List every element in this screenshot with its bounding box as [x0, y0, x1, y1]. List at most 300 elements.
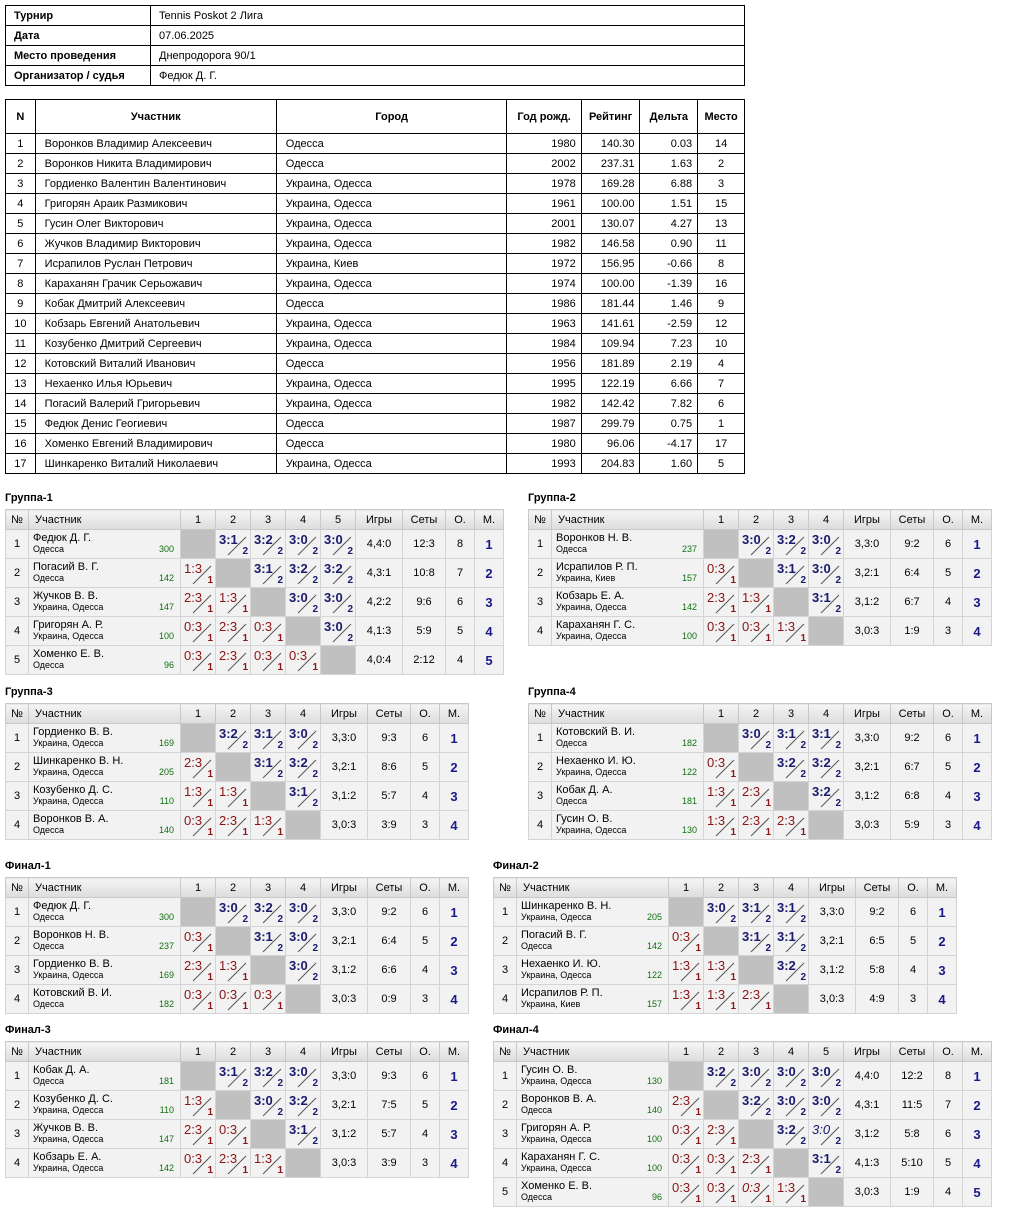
col-header-participant: Участник [35, 100, 276, 134]
row-place [928, 956, 957, 985]
match-score [774, 898, 808, 926]
row-number: 4 [494, 1149, 517, 1178]
row-points: 3 [934, 617, 963, 646]
participant-row [6, 374, 745, 394]
place-value: 4 [973, 623, 981, 639]
player-cell [29, 588, 181, 617]
row-sets: 5:9 [403, 617, 446, 646]
player-name: Нехаенко И. Ю. [556, 755, 636, 767]
group-title: Группа-3 [5, 686, 53, 698]
col-header-opponent: 1 [704, 510, 739, 530]
info-value: Tennis Poskot 2 Лига [151, 6, 745, 26]
match-cell [669, 1178, 704, 1207]
participant-cell: 1.51 [640, 194, 698, 214]
place-value: 2 [973, 565, 981, 581]
match-score [216, 898, 250, 926]
place-value: 4 [450, 991, 458, 1007]
col-header-number: № [494, 1042, 517, 1062]
match-cell [669, 1091, 704, 1120]
player-rating: 100 [681, 631, 697, 641]
score-text: 2:3 [672, 1093, 691, 1108]
score-text: 0:3 [707, 755, 726, 770]
self-cell [286, 811, 321, 840]
participant-cell: 17 [6, 454, 36, 474]
row-number: 4 [529, 811, 552, 840]
row-games: 3,0:3 [321, 1149, 368, 1178]
group-row [6, 898, 469, 927]
row-place [963, 1149, 992, 1178]
participant-cell: 1963 [507, 314, 581, 334]
match-points: 1 [242, 798, 248, 809]
col-header-opponent: 4 [809, 510, 844, 530]
row-points: 4 [446, 646, 475, 675]
row-points: 5 [934, 753, 963, 782]
col-header-sets: Сеты [403, 510, 446, 530]
participant-cell: 1982 [507, 394, 581, 414]
score-text: 3:0 [289, 900, 308, 915]
participant-cell: 11 [698, 234, 745, 254]
match-score [286, 1062, 320, 1090]
col-header-opponent: 1 [181, 704, 216, 724]
match-points: 1 [277, 827, 283, 838]
match-score [669, 1178, 703, 1206]
match-cell [704, 588, 739, 617]
participant-cell: 4.27 [640, 214, 698, 234]
col-header-place: М. [963, 704, 992, 724]
group-table [493, 1041, 992, 1207]
match-score [809, 1062, 843, 1090]
row-games: 3,2:1 [321, 927, 368, 956]
player-city-text: Одесса [33, 999, 65, 1009]
self-cell [739, 559, 774, 588]
score-text: 2:3 [742, 987, 761, 1002]
match-cell [774, 811, 809, 840]
participant-cell: 1982 [507, 234, 581, 254]
row-sets: 3:9 [368, 811, 411, 840]
player-city-text: Украина, Одесса [33, 1105, 104, 1115]
group-table [5, 1041, 469, 1178]
row-sets: 7:5 [368, 1091, 411, 1120]
player-city-text: Украина, Одесса [556, 767, 627, 777]
row-sets: 6:8 [891, 782, 934, 811]
match-score [251, 646, 285, 674]
match-cell [251, 898, 286, 927]
match-score [251, 985, 285, 1013]
match-cell [809, 1149, 844, 1178]
row-place [440, 985, 469, 1014]
group-header-row [6, 510, 504, 530]
match-score [181, 811, 215, 839]
score-text: 3:2 [777, 532, 796, 547]
match-score [739, 898, 773, 926]
row-points: 6 [934, 1120, 963, 1149]
score-text: 1:3 [777, 619, 796, 634]
participant-cell: Жучков Владимир Викторович [35, 234, 276, 254]
match-score [181, 956, 215, 984]
match-cell [181, 588, 216, 617]
match-points: 1 [207, 1107, 213, 1118]
player-cell [552, 811, 704, 840]
match-score [286, 1120, 320, 1148]
place-value: 1 [450, 1068, 458, 1084]
place-value: 3 [973, 1126, 981, 1142]
col-header-participant: Участник [29, 510, 181, 530]
match-cell [286, 927, 321, 956]
score-text: 3:2 [324, 561, 343, 576]
participant-cell: Украина, Одесса [276, 374, 507, 394]
player-cell [552, 530, 704, 559]
col-header-opponent: 2 [704, 878, 739, 898]
col-header-opponent: 3 [251, 878, 286, 898]
col-header-number: № [494, 878, 517, 898]
match-score [704, 985, 738, 1013]
score-text: 3:0 [289, 532, 308, 547]
row-games: 4,2:2 [356, 588, 403, 617]
match-score [809, 530, 843, 558]
match-points: 1 [207, 1001, 213, 1012]
player-cell [552, 617, 704, 646]
score-text: 3:0 [707, 900, 726, 915]
participant-cell: 14 [698, 134, 745, 154]
match-cell [809, 1120, 844, 1149]
match-points: 2 [312, 769, 318, 780]
score-text: 3:1 [254, 929, 273, 944]
row-points: 5 [446, 617, 475, 646]
player-city-text: Одесса [521, 1105, 553, 1115]
score-text: 3:1 [289, 1122, 308, 1137]
participant-cell: Одесса [276, 414, 507, 434]
row-sets: 5:10 [891, 1149, 934, 1178]
participant-cell: 130.07 [581, 214, 640, 234]
match-score [704, 811, 738, 839]
match-score [286, 530, 320, 558]
player-rating: 122 [681, 767, 697, 777]
row-sets: 5:7 [368, 782, 411, 811]
row-points: 4 [411, 1120, 440, 1149]
match-cell [704, 782, 739, 811]
player-cell [29, 927, 181, 956]
self-cell [181, 530, 216, 559]
match-points: 2 [835, 1107, 841, 1118]
participant-cell: 6 [6, 234, 36, 254]
player-rating: 142 [681, 602, 697, 612]
participant-cell: 1995 [507, 374, 581, 394]
group-header-row [494, 878, 957, 898]
score-text: 1:3 [219, 590, 238, 605]
row-sets: 9:3 [368, 1062, 411, 1091]
match-cell [704, 956, 739, 985]
group-row [494, 985, 957, 1014]
row-place [440, 1062, 469, 1091]
col-header-place: М. [440, 878, 469, 898]
score-text: 2:3 [184, 755, 203, 770]
player-name: Исрапилов Р. П. [521, 987, 603, 999]
row-games: 3,3:0 [809, 898, 856, 927]
player-name: Нехаенко И. Ю. [521, 958, 601, 970]
row-points: 4 [934, 1178, 963, 1207]
participant-cell: Украина, Одесса [276, 234, 507, 254]
match-score [809, 559, 843, 587]
participant-cell: Украина, Одесса [276, 174, 507, 194]
info-row [6, 66, 745, 86]
player-rating: 181 [681, 796, 697, 806]
player-rating: 182 [681, 738, 697, 748]
match-points: 2 [800, 943, 806, 954]
group-title: Группа-2 [528, 492, 576, 504]
row-points: 3 [934, 811, 963, 840]
participant-cell: Одесса [276, 154, 507, 174]
self-cell [251, 782, 286, 811]
col-header-points: О. [411, 704, 440, 724]
match-score [669, 1091, 703, 1119]
row-games: 3,3:0 [844, 724, 891, 753]
match-cell [739, 530, 774, 559]
row-games: 3,0:3 [321, 811, 368, 840]
participant-cell: -0.66 [640, 254, 698, 274]
self-cell [321, 646, 356, 675]
score-text: 3:0 [812, 1093, 831, 1108]
match-points: 2 [800, 740, 806, 751]
match-points: 1 [695, 1107, 701, 1118]
row-games: 3,0:3 [844, 617, 891, 646]
match-score [809, 1091, 843, 1119]
match-score [739, 927, 773, 955]
match-score [774, 1062, 808, 1090]
self-cell [704, 1091, 739, 1120]
match-score [286, 956, 320, 984]
score-text: 3:0 [742, 1064, 761, 1079]
match-score [181, 588, 215, 616]
match-points: 1 [800, 633, 806, 644]
row-number: 1 [6, 530, 29, 559]
match-score [251, 617, 285, 645]
score-text: 3:0 [777, 1093, 796, 1108]
match-score [774, 956, 808, 984]
match-score [286, 559, 320, 587]
score-text: 3:2 [777, 958, 796, 973]
col-header-number: № [529, 510, 552, 530]
col-header-opponent: 2 [739, 510, 774, 530]
row-number: 4 [494, 985, 517, 1014]
player-rating: 96 [651, 1192, 662, 1202]
match-cell [286, 646, 321, 675]
score-text: 3:1 [742, 929, 761, 944]
match-score [181, 985, 215, 1013]
score-text: 3:2 [777, 755, 796, 770]
match-score [181, 927, 215, 955]
col-header-opponent: 2 [216, 704, 251, 724]
match-points: 2 [312, 1078, 318, 1089]
player-city-text: Украина, Одесса [33, 1163, 104, 1173]
player-name: Гусин О. В. [556, 813, 613, 825]
match-score [181, 617, 215, 645]
player-city [33, 660, 176, 671]
score-text: 0:3 [254, 648, 273, 663]
group-row [529, 782, 992, 811]
match-score [704, 1178, 738, 1206]
row-points: 4 [899, 956, 928, 985]
self-cell [286, 985, 321, 1014]
match-score [321, 617, 355, 645]
place-value: 3 [973, 594, 981, 610]
match-score [739, 1178, 773, 1206]
player-name: Гусин О. В. [521, 1064, 578, 1076]
match-score [251, 1091, 285, 1119]
match-cell [216, 985, 251, 1014]
participant-cell: 169.28 [581, 174, 640, 194]
player-city-text: Одесса [33, 912, 65, 922]
match-cell [251, 753, 286, 782]
score-text: 3:1 [812, 1151, 831, 1166]
match-points: 1 [695, 1136, 701, 1147]
player-name: Воронков Н. В. [556, 532, 633, 544]
match-points: 2 [835, 546, 841, 557]
player-rating: 100 [646, 1163, 662, 1173]
match-cell [286, 530, 321, 559]
participant-cell: 3 [6, 174, 36, 194]
info-value: Днепродорога 90/1 [151, 46, 745, 66]
self-cell [286, 1149, 321, 1178]
group-row [6, 985, 469, 1014]
score-text: 1:3 [707, 987, 726, 1002]
participant-cell: 2 [698, 154, 745, 174]
match-score [669, 1149, 703, 1177]
participant-cell: 96.06 [581, 434, 640, 454]
group-header-row [529, 510, 992, 530]
match-cell [774, 617, 809, 646]
match-score [739, 1091, 773, 1119]
self-cell [251, 588, 286, 617]
participant-cell: Украина, Одесса [276, 314, 507, 334]
player-rating: 205 [646, 912, 662, 922]
participant-cell: -4.17 [640, 434, 698, 454]
score-text: 2:3 [184, 590, 203, 605]
col-header-sets: Сеты [891, 1042, 934, 1062]
match-cell [774, 724, 809, 753]
col-header-place: М. [440, 1042, 469, 1062]
player-cell [29, 646, 181, 675]
match-points: 2 [835, 575, 841, 586]
match-cell [669, 956, 704, 985]
match-cell [251, 985, 286, 1014]
score-text: 1:3 [672, 987, 691, 1002]
participant-cell: Украина, Киев [276, 254, 507, 274]
group-row [6, 1091, 469, 1120]
player-cell [517, 1062, 669, 1091]
match-cell [774, 927, 809, 956]
player-city [521, 1192, 664, 1203]
match-cell [774, 956, 809, 985]
match-cell [216, 1149, 251, 1178]
score-text: 0:3 [672, 1151, 691, 1166]
group-header-row [494, 1042, 992, 1062]
player-city [556, 738, 699, 749]
player-rating: 100 [646, 1134, 662, 1144]
group-row [494, 1178, 992, 1207]
col-header-place: Место [698, 100, 745, 134]
score-text: 0:3 [672, 1180, 691, 1195]
participant-cell: Григорян Араик Размикович [35, 194, 276, 214]
participant-cell: 1972 [507, 254, 581, 274]
match-points: 1 [207, 1165, 213, 1176]
match-points: 2 [800, 1107, 806, 1118]
row-number: 2 [529, 559, 552, 588]
player-city-text: Одесса [33, 941, 65, 951]
match-score [704, 617, 738, 645]
match-score [669, 985, 703, 1013]
info-label: Место проведения [6, 46, 151, 66]
match-cell [809, 559, 844, 588]
match-cell [216, 1062, 251, 1091]
player-rating: 169 [158, 738, 174, 748]
match-cell [704, 1062, 739, 1091]
row-sets: 6:4 [368, 927, 411, 956]
participant-cell: 181.89 [581, 354, 640, 374]
row-place [440, 782, 469, 811]
player-cell [29, 559, 181, 588]
participant-cell: 5 [698, 454, 745, 474]
match-score [286, 898, 320, 926]
player-city-text: Украина, Одесса [33, 1134, 104, 1144]
player-name: Воронков В. А. [33, 813, 109, 825]
score-text: 0:3 [184, 619, 203, 634]
participant-cell: 1961 [507, 194, 581, 214]
score-text: 3:0 [812, 1064, 831, 1079]
info-label: Организатор / судья [6, 66, 151, 86]
group-row [6, 530, 504, 559]
row-games: 3,2:1 [844, 753, 891, 782]
score-text: 3:1 [777, 929, 796, 944]
group-row [6, 646, 504, 675]
player-city [521, 970, 664, 981]
row-games: 3,2:1 [321, 1091, 368, 1120]
participant-cell: 142.42 [581, 394, 640, 414]
match-score [774, 1178, 808, 1206]
match-points: 1 [730, 1001, 736, 1012]
place-value: 3 [938, 962, 946, 978]
match-cell [704, 753, 739, 782]
player-cell [552, 753, 704, 782]
player-name: Шинкаренко В. Н. [33, 755, 124, 767]
match-points: 2 [800, 769, 806, 780]
score-text: 2:3 [184, 958, 203, 973]
participant-cell: 4 [6, 194, 36, 214]
player-name: Погасий В. Г. [521, 929, 587, 941]
score-text: 3:1 [254, 755, 273, 770]
participant-cell: 9 [698, 294, 745, 314]
match-points: 2 [277, 914, 283, 925]
score-text: 1:3 [742, 590, 761, 605]
score-text: 3:0 [742, 532, 761, 547]
match-points: 1 [765, 1165, 771, 1176]
score-text: 3:0 [289, 929, 308, 944]
score-text: 0:3 [707, 561, 726, 576]
col-header-opponent: 1 [669, 1042, 704, 1062]
participant-cell: Украина, Одесса [276, 194, 507, 214]
player-name: Погасий В. Г. [33, 561, 99, 573]
match-cell [251, 724, 286, 753]
row-number: 2 [6, 559, 29, 588]
row-number: 4 [6, 985, 29, 1014]
group-row [529, 753, 992, 782]
player-cell [29, 724, 181, 753]
participant-cell: 1980 [507, 434, 581, 454]
match-points: 1 [242, 1165, 248, 1176]
match-cell [286, 1120, 321, 1149]
row-points: 4 [934, 588, 963, 617]
row-number: 3 [494, 1120, 517, 1149]
score-text: 3:2 [812, 784, 831, 799]
